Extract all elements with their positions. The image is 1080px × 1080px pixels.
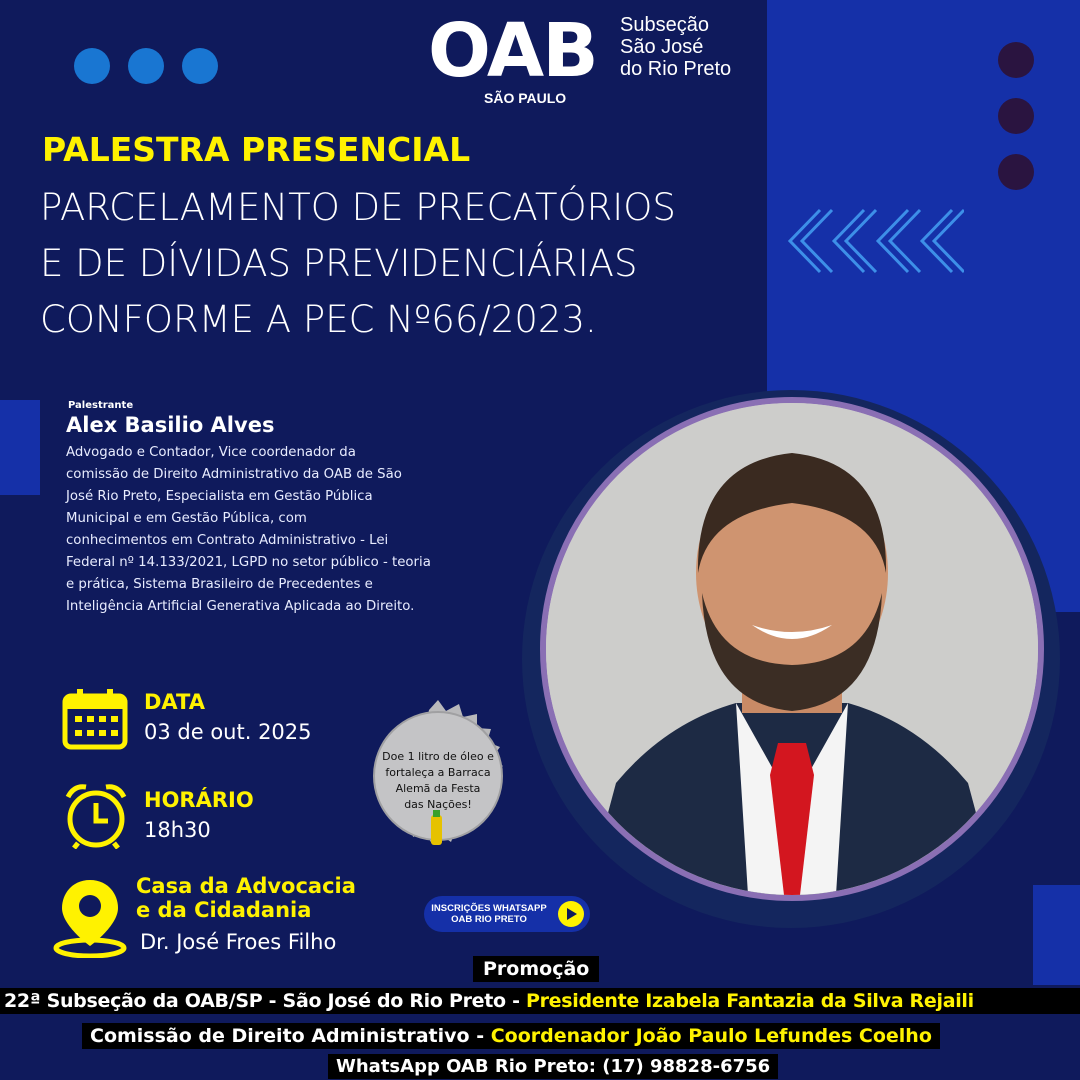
speaker-bio-line: Municipal e em Gestão Pública, com: [66, 511, 307, 526]
logo-subsection-line: São José: [620, 36, 704, 58]
speaker-bio-line: Federal nº 14.133/2021, LGPD no setor público - teoria: [66, 555, 431, 570]
event-title: [40, 180, 770, 348]
place-value: Dr. José Froes Filho: [140, 930, 337, 954]
background-left-bar: [0, 400, 40, 495]
speaker-bio-line: Advogado e Contador, Vice coordenador da: [66, 445, 356, 460]
dot-icon: [998, 154, 1034, 190]
speaker-photo: [540, 397, 1044, 901]
dot-icon: [998, 42, 1034, 78]
footer-line-2-highlight: Coordenador João Paulo Lefundes Coelho: [490, 1025, 932, 1047]
footer-whatsapp: WhatsApp OAB Rio Preto: (17) 98828-6756: [328, 1054, 778, 1079]
seal-text-line: das Nações!: [404, 798, 472, 811]
signup-label-line: OAB RIO PRETO: [451, 914, 527, 925]
chevrons-left-icon: [788, 208, 964, 274]
speaker-bio-line: e prática, Sistema Brasileiro de Precedentes e: [66, 577, 373, 592]
event-title-line: PARCELAMENTO DE PRECATÓRIOS: [40, 186, 676, 229]
whatsapp-signup-button[interactable]: [424, 896, 590, 932]
footer-line-1-highlight: Presidente Izabela Fantazia da Silva Rejaili: [525, 990, 974, 1012]
speaker-bio-line: conhecimentos em Contrato Administrativo - Lei: [66, 533, 389, 548]
speaker-label: Palestrante: [68, 400, 134, 411]
footer-line-2: [82, 1023, 940, 1049]
footer-line-1-text: 22ª Subseção da OAB/SP - São José do Rio Preto -: [4, 990, 526, 1012]
signup-label-line: INSCRIÇÕES WHATSAPP: [431, 903, 547, 914]
dot-icon: [128, 48, 164, 84]
oab-logo: [428, 8, 758, 113]
logo-subsection-line: do Rio Preto: [620, 58, 732, 80]
promo-label: Promoção: [473, 956, 599, 982]
signup-label: [424, 903, 554, 925]
dot-icon: [998, 98, 1034, 134]
decorative-dots-right: [998, 42, 1034, 190]
alarm-clock-icon: [64, 783, 128, 849]
arrow-right-icon[interactable]: [558, 901, 584, 927]
play-arrow-icon: [564, 907, 578, 921]
time-value: 18h30: [144, 818, 211, 842]
background-panel-bottom: [1033, 885, 1080, 985]
event-kind: PALESTRA PRESENCIAL: [42, 130, 471, 169]
speaker-bio: [66, 442, 476, 618]
event-title-line: E DE DÍVIDAS PREVIDENCIÁRIAS: [40, 242, 638, 285]
speaker-name: Alex Basilio Alves: [66, 413, 275, 437]
seal-text: [370, 749, 506, 813]
seal-text-line: Alemã da Festa: [395, 782, 481, 795]
date-label: DATA: [144, 690, 206, 714]
seal-text-line: fortaleça a Barraca: [385, 766, 491, 779]
date-value: 03 de out. 2025: [144, 720, 312, 744]
place-name: [136, 874, 356, 922]
place-name-line: e da Cidadania: [136, 898, 312, 922]
footer-line-1: [0, 988, 1080, 1014]
speaker-bio-line: José Rio Preto, Especialista em Gestão Pública: [66, 489, 373, 504]
time-label: HORÁRIO: [144, 788, 254, 812]
location-pin-icon: [52, 876, 128, 958]
logo-subsection-line: Subseção: [620, 14, 709, 36]
logo-brand: OAB: [428, 8, 597, 94]
dot-icon: [74, 48, 110, 84]
calendar-icon: [62, 688, 128, 750]
dot-icon: [182, 48, 218, 84]
logo-state: SÃO PAULO: [484, 90, 567, 106]
seal-text-line: Doe 1 litro de óleo e: [382, 750, 494, 763]
speaker-bio-line: comissão de Direito Administrativo da OAB de São: [66, 467, 402, 482]
event-title-line: CONFORME A PEC Nº66/2023.: [40, 298, 597, 341]
speaker-portrait-icon: [546, 403, 1038, 895]
logo-subsection: [620, 14, 731, 80]
speaker-bio-line: Inteligência Artificial Generativa Aplicada ao Direito.: [66, 599, 415, 614]
decorative-dots-left: [74, 48, 218, 84]
footer-line-2-text: Comissão de Direito Administrativo -: [90, 1025, 491, 1047]
place-name-line: Casa da Advocacia: [136, 874, 356, 898]
